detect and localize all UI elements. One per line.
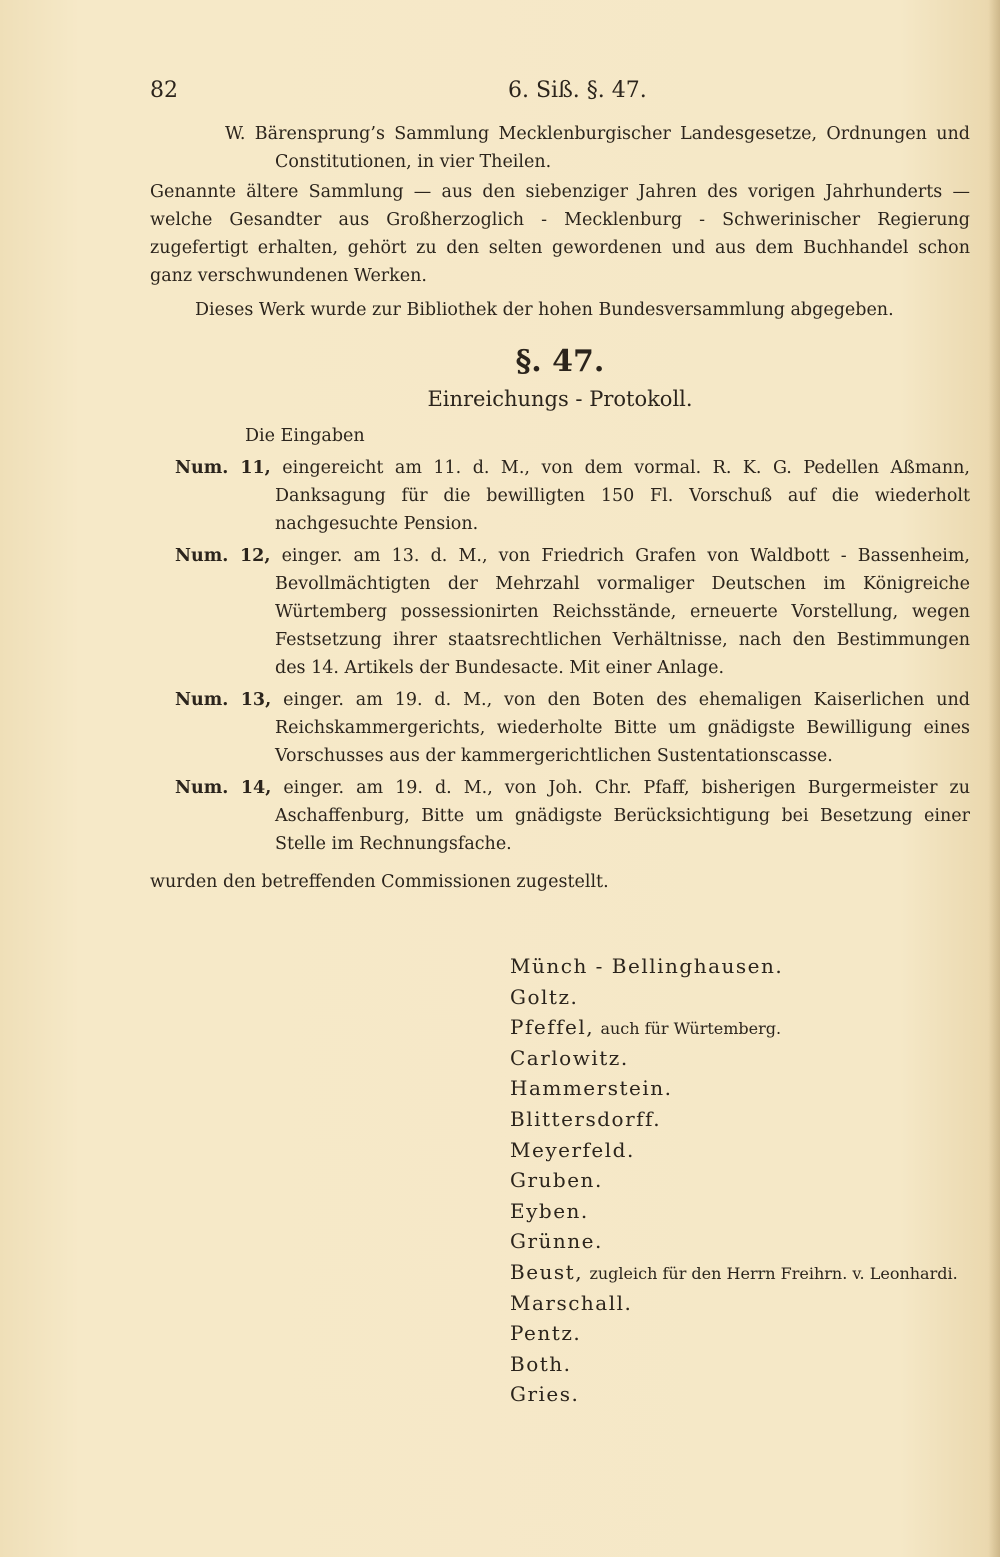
intro-label: Die Eingaben (245, 426, 365, 446)
book-entry: W. Bärensprung’s Sammlung Mecklenburgischer Landesgesetze, Ordnungen und Constitutionen, in vier Theilen. (225, 124, 970, 172)
member-note: zugleich für den Herrn Freihrn. v. Leonhardi. (589, 1263, 958, 1283)
entry-item (150, 542, 970, 682)
member-name (510, 1350, 958, 1381)
entry-text: einger. am 13. d. M., von Friedrich Grafen von Waldbott - Bassenheim, Bevollmächtigten der Mehrzahl vormaliger Deutschen im Königreiche Würtemberg possessionirten Reichsstände, erneuerte Vorstellung, wegen Festsetzung ihrer staatsrechtlichen Verhältnisse, nach den Bestimmungen des 14. Artikels der Bundesacte. Mit einer Anlage. (275, 546, 970, 678)
member-surname: Blittersdorff. (510, 1106, 662, 1131)
member-name (510, 983, 958, 1014)
member-surname: Gruben. (510, 1168, 603, 1193)
member-surname: Meyerfeld. (510, 1137, 635, 1162)
page-edge-shadow (988, 0, 1000, 1557)
member-surname: Goltz. (510, 984, 579, 1009)
entry-text: einger. am 19. d. M., von den Boten des ehemaligen Kaiserlichen und Reichskammergerichts, wiederholte Bitte um gnädigste Bewilligung eines Vorschusses aus der kammergerichtlichen Sustentationscasse. (275, 690, 970, 766)
member-surname: Hammerstein. (510, 1076, 673, 1101)
page-number: 82 (150, 78, 178, 103)
page-header (150, 78, 970, 108)
entry-number: Num. 14, (175, 778, 272, 798)
member-surname: Münch - Bellinghausen. (510, 954, 784, 978)
entry-item (150, 454, 970, 538)
member-name (510, 1013, 958, 1044)
entry-item (150, 774, 970, 858)
member-surname: Carlowitz. (510, 1045, 629, 1070)
section-title: Einreichungs - Protokoll. (427, 387, 693, 411)
member-surname: Eyben. (510, 1198, 589, 1223)
entry-item (150, 686, 970, 770)
page-body (150, 120, 970, 896)
member-surname: Grünne. (510, 1229, 603, 1254)
member-name (510, 1136, 958, 1167)
member-name (510, 1074, 958, 1105)
description-paragraph: Genannte ältere Sammlung — aus den siebenziger Jahren des vorigen Jahrhunderts — welche Gesandter aus Großherzoglich - Mecklenburg - Schwerinischer Regierung zugefertigt erhalten, gehört zu den selten gewordenen und aus dem Buchhandel schon ganz verschwundenen Werken. (150, 182, 970, 286)
member-surname: Both. (510, 1351, 572, 1376)
member-surname: Pfeffel, (510, 1015, 595, 1040)
member-name (510, 1380, 958, 1411)
member-surname: Beust, (510, 1259, 584, 1284)
member-surname: Pentz. (510, 1321, 582, 1346)
member-name (510, 1105, 958, 1136)
member-name (510, 1044, 958, 1075)
member-note: auch für Würtemberg. (600, 1019, 782, 1039)
delivery-paragraph: Dieses Werk wurde zur Bibliothek der hohen Bundesversammlung abgegeben. (195, 300, 894, 320)
member-name (510, 1197, 958, 1228)
closing-line: wurden den betreffenden Commissionen zugestellt. (150, 872, 609, 892)
entry-number: Num. 13, (175, 690, 272, 710)
member-surname: Marschall. (510, 1290, 633, 1315)
entry-number: Num. 11, (175, 458, 271, 478)
member-name (510, 1289, 958, 1320)
entry-text: eingereicht am 11. d. M., von dem vormal. R. K. G. Pedellen Aßmann, Danksagung für die bewilligten 150 Fl. Vorschuß auf die wiederholt nachgesuchte Pension. (275, 458, 970, 534)
member-name (510, 1227, 958, 1258)
entry-text: einger. am 19. d. M., von Joh. Chr. Pfaff, bisherigen Burgermeister zu Aschaffenburg, Bitte um gnädigste Berücksichtigung bei Besetzung einer Stelle im Rechnungsfache. (275, 778, 970, 854)
running-head: 6. Siß. §. 47. (508, 78, 647, 103)
section-number: §. 47. (515, 344, 605, 379)
entry-number: Num. 12, (175, 546, 271, 566)
member-name (510, 952, 958, 983)
member-surname: Gries. (510, 1382, 580, 1407)
member-name (510, 1166, 958, 1197)
member-list (510, 952, 958, 1411)
member-name (510, 1319, 958, 1350)
member-name (510, 1258, 958, 1289)
